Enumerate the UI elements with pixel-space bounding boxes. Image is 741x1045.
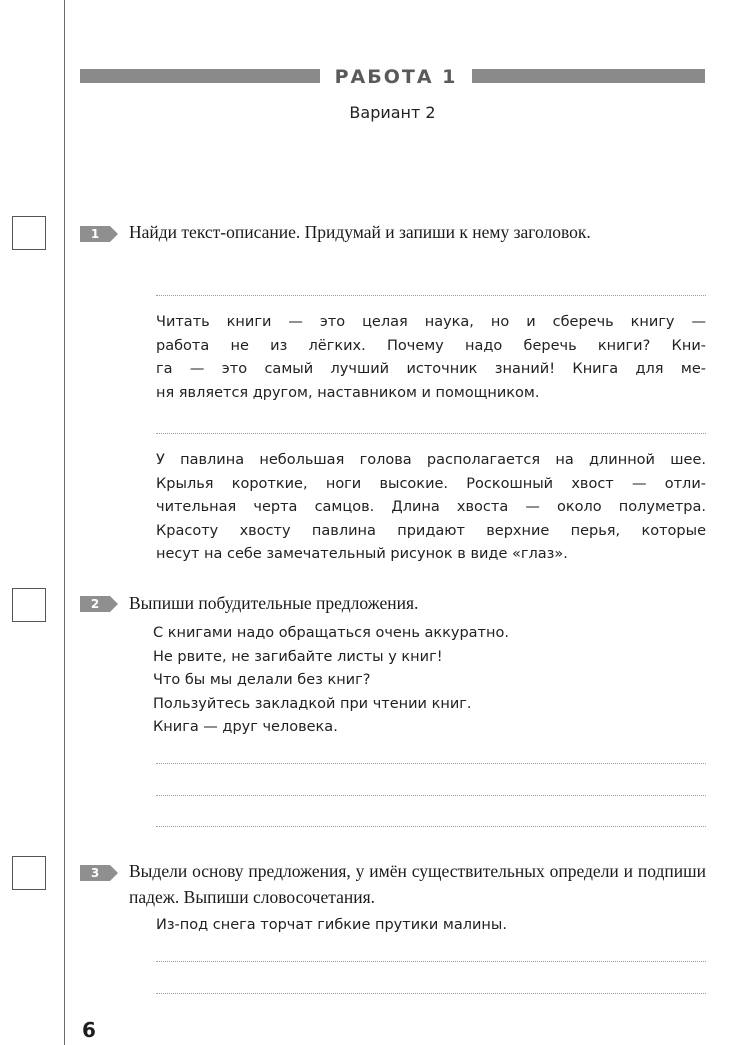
score-box-task-3[interactable] xyxy=(12,856,46,890)
task-number-badge: 2 xyxy=(80,596,110,612)
passage-line: У павлина небольшая голова располагается на длинной шее. xyxy=(156,452,706,468)
task-3-sentence xyxy=(156,914,507,938)
score-box-task-2[interactable] xyxy=(12,588,46,622)
text-passage-1 xyxy=(156,311,706,405)
variant-label: Вариант 2 xyxy=(349,103,436,122)
passage-line: ня является другом, наставником и помощником. xyxy=(156,384,540,401)
answer-line[interactable] xyxy=(156,763,706,764)
sentence-list xyxy=(153,622,509,740)
sentence-item: С книгами надо обращаться очень аккуратно. xyxy=(153,625,509,641)
answer-line[interactable] xyxy=(156,295,706,296)
passage-line: Крылья короткие, ноги высокие. Роскошный хвост — отли- xyxy=(156,475,706,492)
text-passage-2 xyxy=(156,449,706,567)
sentence-item: Пользуйтесь закладкой при чтении книг. xyxy=(153,695,472,712)
answer-line[interactable] xyxy=(156,961,706,962)
answer-line[interactable] xyxy=(156,433,706,434)
task-2-instruction: Выпиши побудительные предложения. xyxy=(129,593,419,613)
task-1-instruction: Найди текст-описание. Придумай и запиши к нему заголовок. xyxy=(129,222,591,242)
task-number-badge: 1 xyxy=(80,226,110,242)
answer-line[interactable] xyxy=(156,795,706,796)
sentence-item: Не рвите, не загибайте листы у книг! xyxy=(153,648,443,665)
passage-line: несут на себе замечательный рисунок в виде «глаз». xyxy=(156,546,568,562)
task-number-badge: 3 xyxy=(80,865,110,881)
passage-line: Красоту хвосту павлина придают верхние перья, которые xyxy=(156,522,706,539)
score-box-task-1[interactable] xyxy=(12,216,46,250)
sentence-item: Что бы мы делали без книг? xyxy=(153,672,371,688)
passage-line: работа не из лёгких. Почему надо беречь книги? Кни- xyxy=(156,337,706,354)
answer-line[interactable] xyxy=(156,993,706,994)
margin-line xyxy=(64,0,65,1045)
page-title: РАБОТА 1 xyxy=(334,66,458,88)
task-3-instruction: Выдели основу предложения, у имён существительных определи и подпиши падеж. Выпиши словосочетания. xyxy=(129,861,706,907)
passage-line: Читать книги — это целая наука, но и сберечь книгу — xyxy=(156,314,706,330)
page-number: 6 xyxy=(82,1018,96,1042)
sentence-item: Из-под снега торчат гибкие прутики малины. xyxy=(156,917,507,933)
answer-line[interactable] xyxy=(156,826,706,827)
header-band-left xyxy=(80,69,320,83)
sentence-item: Книга — друг человека. xyxy=(153,719,338,735)
passage-line: га — это самый лучший источник знаний! Книга для ме- xyxy=(156,361,706,377)
header-band-right xyxy=(472,69,705,83)
passage-line: чительная черта самцов. Длина хвоста — около полуметра. xyxy=(156,499,706,515)
